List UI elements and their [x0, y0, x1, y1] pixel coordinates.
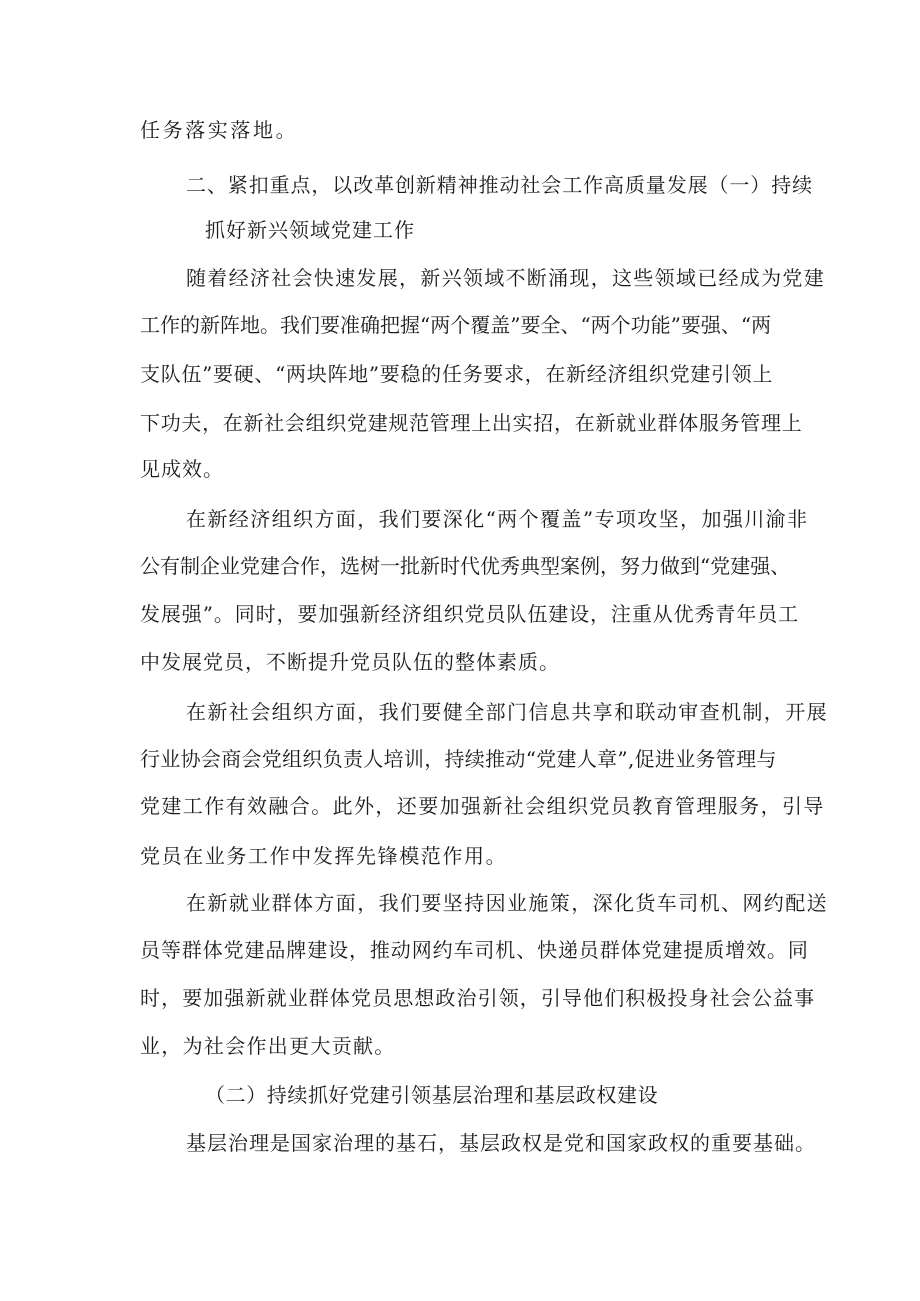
section-heading-line: （二）持续抓好党建引领基层治理和基层政权建设	[205, 1083, 659, 1107]
text-line: 发展强”。同时，要加强新经济组织党员队伍建设，注重从优秀青年员工	[140, 602, 800, 626]
text-line: 行业协会商会党组织负责人培训，持续推动“党建人章”,促进业务管理与	[140, 747, 777, 771]
text-line: 工作的新阵地。我们要准确把握“两个覆盖”要全、“两个功能”要强、“两	[140, 313, 772, 337]
text-line: 党员在业务工作中发挥先锋模范作用。	[140, 844, 508, 868]
text-line: 任务落实落地。	[140, 118, 299, 142]
text-line: 随着经济社会快速发展，新兴领域不断涌现，这些领域已经成为党建	[186, 266, 825, 290]
text-line: 中发展党员，不断提升党员队伍的整体素质。	[140, 650, 560, 674]
text-line: 在新经济组织方面，我们要深化“两个覆盖”专项攻坚，加强川渝非	[186, 507, 809, 531]
text-line: 支队伍”要硬、“两块阵地”要稳的任务要求，在新经济组织党建引领上	[140, 362, 774, 386]
section-heading-line: 抓好新兴领域党建工作	[205, 218, 415, 242]
text-line: 业，为社会作出更大贡献。	[140, 1034, 396, 1058]
text-line: 时，要加强新就业群体党员思想政治引领，引导他们积极投身社会公益事	[140, 986, 816, 1010]
text-line: 在新社会组织方面，我们要健全部门信息共享和联动审查机制，开展	[186, 700, 828, 724]
text-line: 员等群体党建品牌建设，推动网约车司机、快递员群体党建提质增效。同	[140, 938, 809, 962]
section-heading-line: 二、紧扣重点，以改革创新精神推动社会工作高质量发展（一）持续	[186, 173, 813, 197]
text-line: 党建工作有效融合。此外，还要加强新社会组织党员教育管理服务，引导	[140, 794, 825, 818]
text-line: 基层治理是国家治理的基石，基层政权是党和国家政权的重要基础。	[186, 1131, 816, 1155]
text-line: 在新就业群体方面，我们要坚持因业施策，深化货车司机、网约配送	[186, 891, 828, 915]
text-line: 见成效。	[140, 457, 224, 481]
text-line: 下功夫，在新社会组织党建规范管理上出实招，在新就业群体服务管理上	[140, 411, 803, 435]
text-line: 公有制企业党建合作，选树一批新时代优秀典型案例，努力做到“党建强、	[140, 554, 791, 578]
